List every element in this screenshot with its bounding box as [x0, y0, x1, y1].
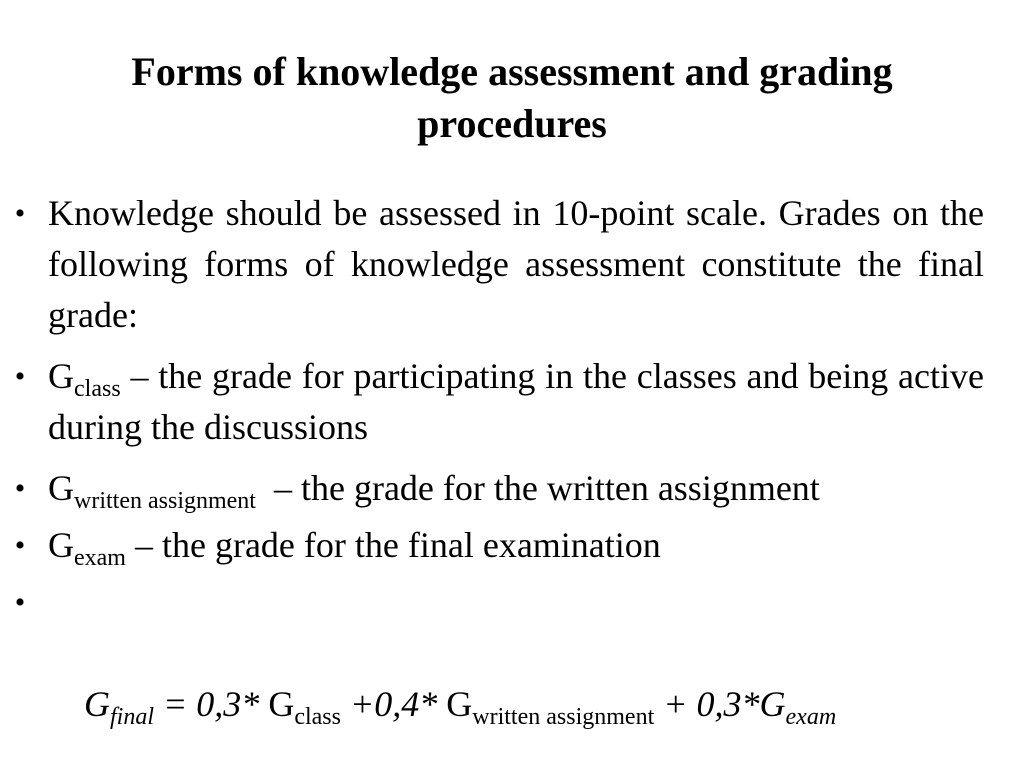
bullet-dot: •	[14, 529, 26, 562]
bullet-grading-scale	[14, 188, 984, 341]
bullet-dot: •	[14, 197, 26, 230]
formula-class-subscript: class	[294, 704, 341, 730]
formula-exam-symbol: G	[759, 684, 786, 724]
formula-written-symbol: G	[446, 684, 473, 724]
grade-symbol: G	[48, 356, 74, 396]
grade-subscript: exam	[74, 545, 126, 571]
formula-exam-subscript: exam	[785, 704, 837, 730]
bullet-text: – the grade for the final examination	[125, 525, 661, 565]
bullet-dot: •	[14, 360, 26, 393]
bullet-text: – the grade for participating in the classes and being active during the discussions	[48, 356, 984, 447]
formula-final-symbol: G	[84, 684, 110, 724]
bullet-written-grade	[14, 463, 984, 514]
grade-subscript: class	[74, 376, 121, 402]
grade-symbol: G	[48, 468, 74, 508]
formula-class-symbol: G	[268, 684, 295, 724]
bullet-dot: •	[14, 586, 26, 619]
grade-subscript: written assignment	[74, 488, 256, 514]
bullet-text: Knowledge should be assessed in 10-point scale. Grades on the following forms of knowledge assessment constitute the final grade:	[48, 193, 984, 335]
formula-written-subscript: written assignment	[472, 704, 655, 730]
grade-symbol: G	[48, 525, 74, 565]
bullet-final-formula	[14, 577, 984, 781]
bullet-dot: •	[14, 472, 26, 505]
formula-coefficient-2: +0,4*	[340, 684, 447, 724]
formula-final-subscript: final	[110, 704, 155, 730]
formula-coefficient-1: = 0,3*	[154, 684, 269, 724]
bullet-exam-grade	[14, 520, 984, 571]
bullet-list	[0, 188, 1024, 781]
bullet-text: – the grade for the written assignment	[255, 468, 820, 508]
formula-coefficient-3: + 0,3*	[654, 684, 760, 724]
slide-title: Forms of knowledge assessment and grading procedures	[131, 49, 893, 146]
bullet-class-grade	[14, 351, 984, 453]
